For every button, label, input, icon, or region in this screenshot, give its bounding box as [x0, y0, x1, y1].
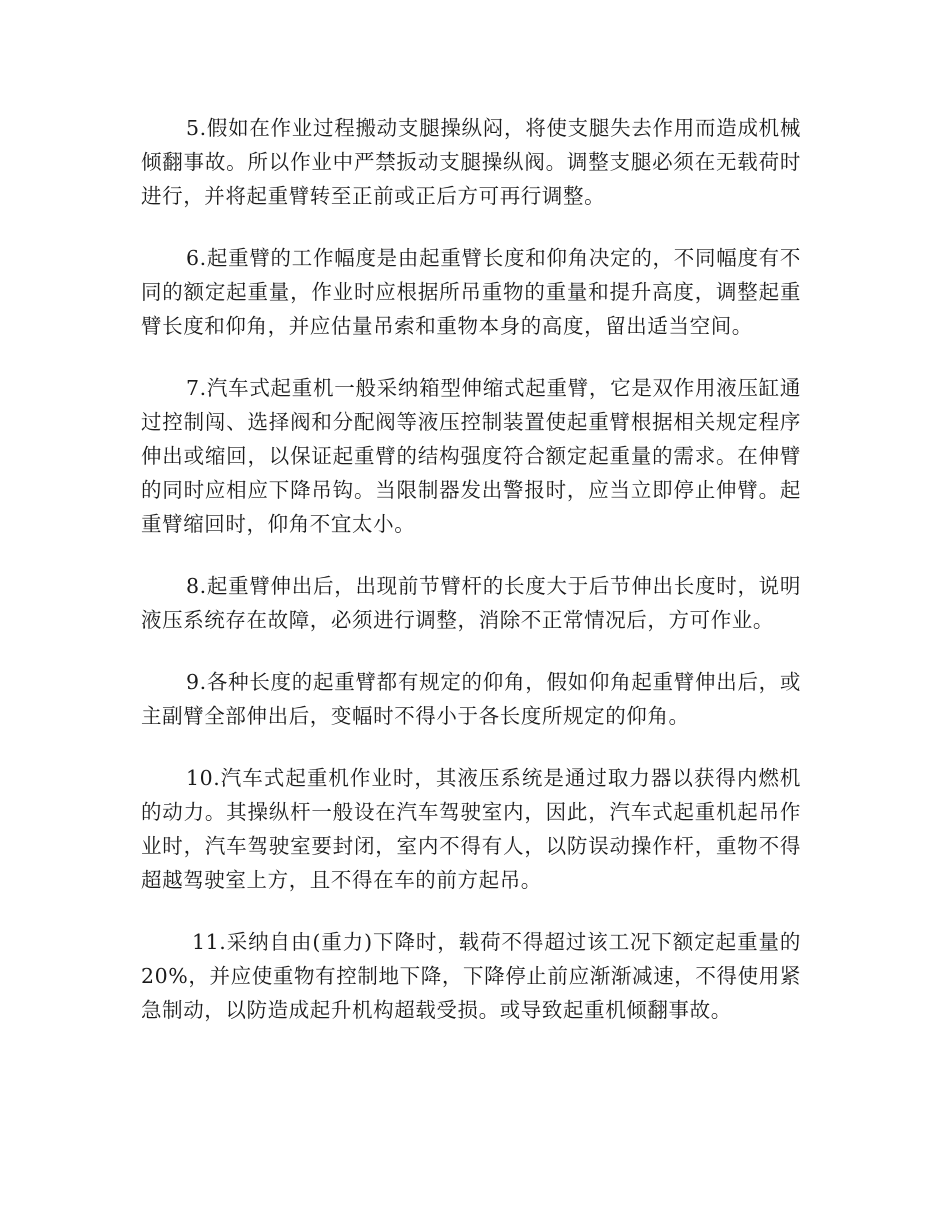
paragraph-5: 5.假如在作业过程搬动支腿操纵闷，将使支腿失去作用而造成机械倾翻事故。所以作业中严禁扳动支腿操纵阀。调整支腿必须在无载荷时进行，并将起重臂转至正前或正后方可再行调整。	[141, 116, 801, 208]
paragraph-8: 8.起重臂伸出后，出现前节臂杆的长度大于后节伸出长度时，说明液压系统存在故障，必须进行调整，消除不正常情况后，方可作业。	[141, 574, 801, 632]
paragraph-11: 11.采纳自由(重力)下降时，载荷不得超过该工况下额定起重量的20%，并应使重物有控制地下降，下降停止前应渐渐减速，不得使用紧急制动，以防造成起升机构超载受损。或导致起重机倾翻事故。	[141, 930, 801, 1022]
document-body	[141, 111, 801, 1055]
paragraph-6: 6.起重臂的工作幅度是由起重臂长度和仰角决定的，不同幅度有不同的额定起重量，作业时应根据所吊重物的重量和提升高度，调整起重臂长度和仰角，并应估量吊索和重物本身的高度，留出适当空间。	[141, 246, 801, 338]
paragraph-7: 7.汽车式起重机一般采纳箱型伸缩式起重臂，它是双作用液压缸通过控制闯、选择阀和分配阀等液压控制装置使起重臂根据相关规定程序伸出或缩回，以保证起重臂的结构强度符合额定起重量的需求。在伸臂的同时应相应下降吊钩。当限制器发出警报时，应当立即停止伸臂。起重臂缩回时，仰角不宜太小。	[141, 376, 801, 536]
paragraph-9: 9.各种长度的起重臂都有规定的仰角，假如仰角起重臂伸出后，或主副臂全部伸出后，变幅时不得小于各长度所规定的仰角。	[141, 670, 801, 728]
paragraph-10: 10.汽车式起重机作业时，其液压系统是通过取力器以获得内燃机的动力。其操纵杆一般设在汽车驾驶室内，因此，汽车式起重机起吊作业时，汽车驾驶室要封闭，室内不得有人，以防误动操作杆，重物不得超越驾驶室上方，且不得在车的前方起吊。	[141, 766, 801, 892]
